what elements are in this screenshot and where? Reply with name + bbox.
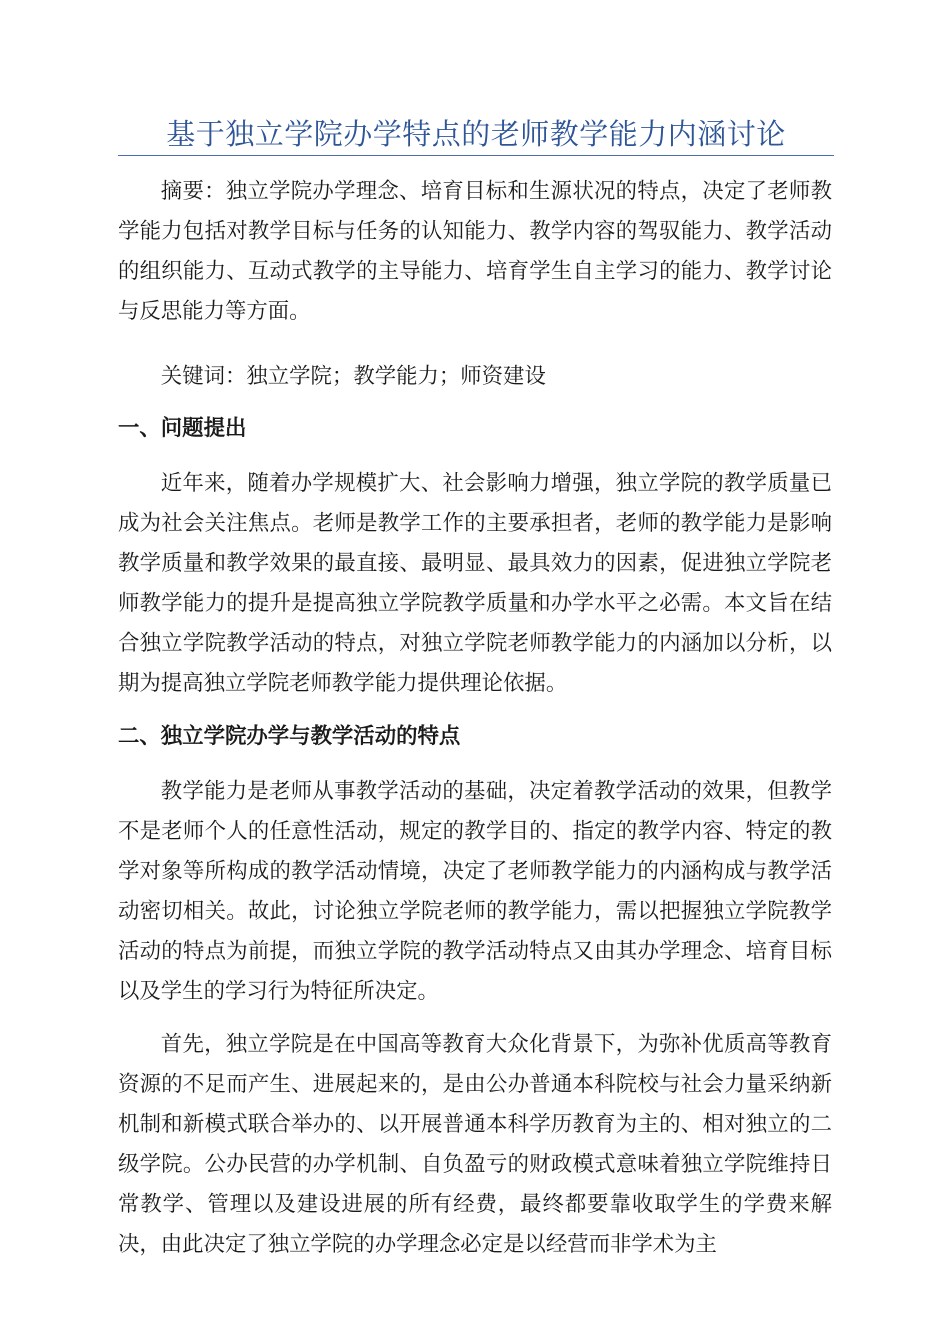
section2-paragraph: 教学能力是老师从事教学活动的基础，决定着教学活动的效果，但教学不是老师个人的任意性活动，规定的教学目的、指定的教学内容、特定的教学对象等所构成的教学活动情境，决定了老师教学能力的内涵构成与教学活动密切相关。故此，讨论独立学院老师的教学能力，需以把握独立学院教学活动的特点为前提，而独立学院的教学活动特点又由其办学理念、培育目标以及学生的学习行为特征所决定。 <box>118 779 832 1004</box>
section-heading-1: 一、问题提出 <box>118 416 247 441</box>
keywords-line: 关键词：独立学院；教学能力；师资建设 <box>160 364 546 389</box>
document-body <box>118 172 832 1278</box>
abstract-paragraph: 摘要：独立学院办学理念、培育目标和生源状况的特点，决定了老师教学能力包括对教学目标与任务的认知能力、教学内容的驾驭能力、教学活动的组织能力、互动式教学的主导能力、培育学生自主学习的能力、教学讨论与反思能力等方面。 <box>118 179 832 324</box>
section-heading-2: 二、独立学院办学与教学活动的特点 <box>118 724 461 749</box>
section1-paragraph: 近年来，随着办学规模扩大、社会影响力增强，独立学院的教学质量已成为社会关注焦点。老师是教学工作的主要承担者，老师的教学能力是影响教学质量和教学效果的最直接、最明显、最具效力的因素，促进独立学院老师教学能力的提升是提高独立学院教学质量和办学水平之必需。本文旨在结合独立学院教学活动的特点，对独立学院老师教学能力的内涵加以分析，以期为提高独立学院老师教学能力提供理论依据。 <box>118 471 832 696</box>
document-title: 基于独立学院办学特点的老师教学能力内涵讨论 <box>166 117 786 151</box>
title-underline <box>118 155 834 156</box>
section2-paragraph: 首先，独立学院是在中国高等教育大众化背景下，为弥补优质高等教育资源的不足而产生、进展起来的，是由公办普通本科院校与社会力量采纳新机制和新模式联合举办的、以开展普通本科学历教育为主的、相对独立的二级学院。公办民营的办学机制、自负盈亏的财政模式意味着独立学院维持日常教学、管理以及建设进展的所有经费，最终都要靠收取学生的学费来解决，由此决定了独立学院的办学理念必定是以经营而非学术为主 <box>118 1032 832 1257</box>
